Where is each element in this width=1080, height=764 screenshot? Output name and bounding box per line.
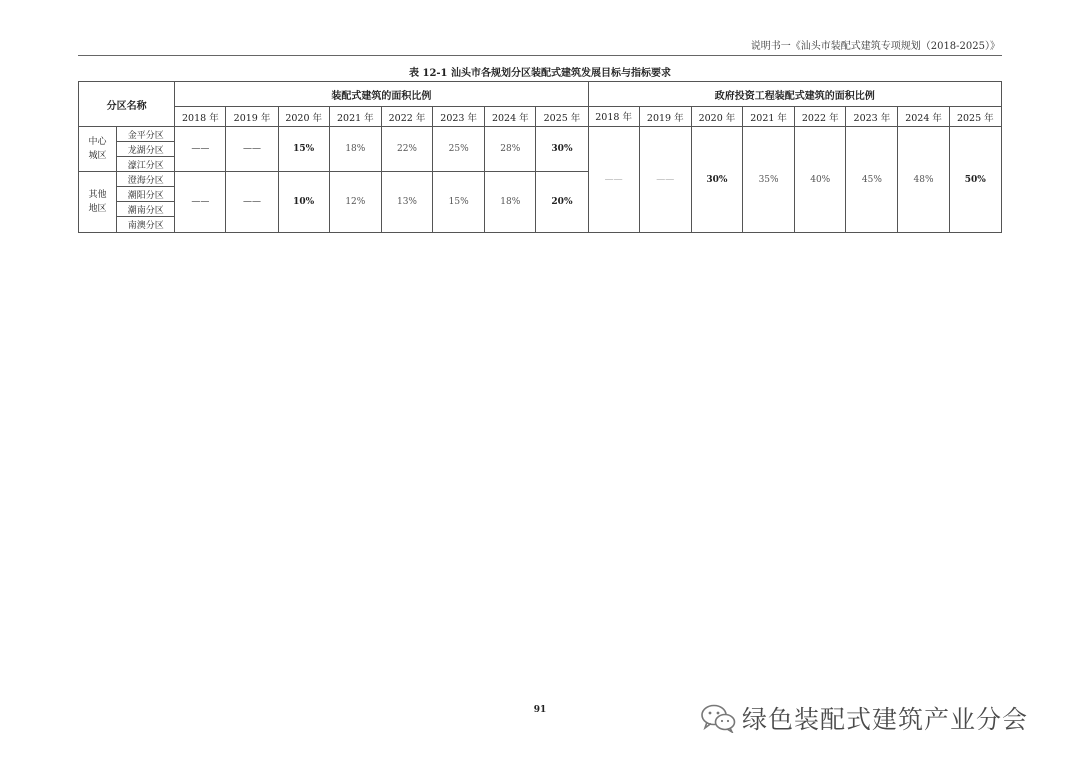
- value-cell: 15%: [433, 172, 485, 233]
- targets-table: [78, 81, 1002, 233]
- value-cell: 10%: [278, 172, 329, 233]
- district-name: 濠江分区: [117, 157, 175, 172]
- value-cell: 30%: [536, 127, 588, 172]
- value-cell: 28%: [485, 127, 536, 172]
- zone-name-header: 分区名称: [79, 82, 175, 127]
- central-area-label: 中心 城区: [79, 127, 117, 172]
- wechat-icon: [700, 703, 736, 733]
- gov-value-cell: 45%: [846, 127, 898, 233]
- year-header: 2018 年: [588, 107, 639, 127]
- gov-value-cell: ——: [639, 127, 691, 233]
- value-cell: ——: [175, 172, 226, 233]
- year-header: 2023 年: [433, 107, 485, 127]
- value-cell: 12%: [329, 172, 381, 233]
- year-header: 2025 年: [536, 107, 588, 127]
- year-header: 2020 年: [691, 107, 742, 127]
- watermark-text: 绿色装配式建筑产业分会: [742, 705, 1029, 734]
- value-cell: ——: [226, 127, 278, 172]
- header-rule: [78, 55, 1002, 56]
- page-number: 91: [533, 705, 547, 715]
- year-header: 2023 年: [846, 107, 898, 127]
- gov-value-cell: 48%: [898, 127, 949, 233]
- district-name: 南澳分区: [117, 217, 175, 233]
- year-header: 2024 年: [898, 107, 949, 127]
- year-header: 2019 年: [226, 107, 278, 127]
- gov-value-cell: ——: [588, 127, 639, 233]
- district-name: 龙湖分区: [117, 142, 175, 157]
- value-cell: ——: [175, 127, 226, 172]
- value-cell: 15%: [278, 127, 329, 172]
- value-cell: ——: [226, 172, 278, 233]
- value-cell: 18%: [485, 172, 536, 233]
- year-header: 2022 年: [795, 107, 846, 127]
- district-name: 金平分区: [117, 127, 175, 142]
- value-cell: 18%: [329, 127, 381, 172]
- year-header: 2024 年: [485, 107, 536, 127]
- year-header: 2021 年: [743, 107, 795, 127]
- value-cell: 25%: [433, 127, 485, 172]
- year-header: 2020 年: [278, 107, 329, 127]
- value-cell: 20%: [536, 172, 588, 233]
- year-header: 2018 年: [175, 107, 226, 127]
- gov-value-cell: 50%: [949, 127, 1001, 233]
- running-header: 说明书一《汕头市装配式建筑专项规划（2018-2025）》: [750, 41, 1000, 52]
- district-name: 澄海分区: [117, 172, 175, 187]
- district-name: 潮南分区: [117, 202, 175, 217]
- value-cell: 13%: [381, 172, 432, 233]
- gov-prefab-ratio-header: 政府投资工程装配式建筑的面积比例: [588, 82, 1001, 107]
- gov-value-cell: 35%: [743, 127, 795, 233]
- prefab-ratio-header: 装配式建筑的面积比例: [175, 82, 588, 107]
- gov-value-cell: 40%: [795, 127, 846, 233]
- year-header: 2022 年: [381, 107, 432, 127]
- year-header: 2019 年: [639, 107, 691, 127]
- watermark: [700, 700, 1028, 736]
- district-name: 潮阳分区: [117, 187, 175, 202]
- table-title: 表 12-1 汕头市各规划分区装配式建筑发展目标与指标要求: [409, 68, 671, 79]
- year-header: 2025 年: [949, 107, 1001, 127]
- other-area-label: 其他 地区: [79, 172, 117, 233]
- year-header: 2021 年: [329, 107, 381, 127]
- gov-value-cell: 30%: [691, 127, 742, 233]
- value-cell: 22%: [381, 127, 432, 172]
